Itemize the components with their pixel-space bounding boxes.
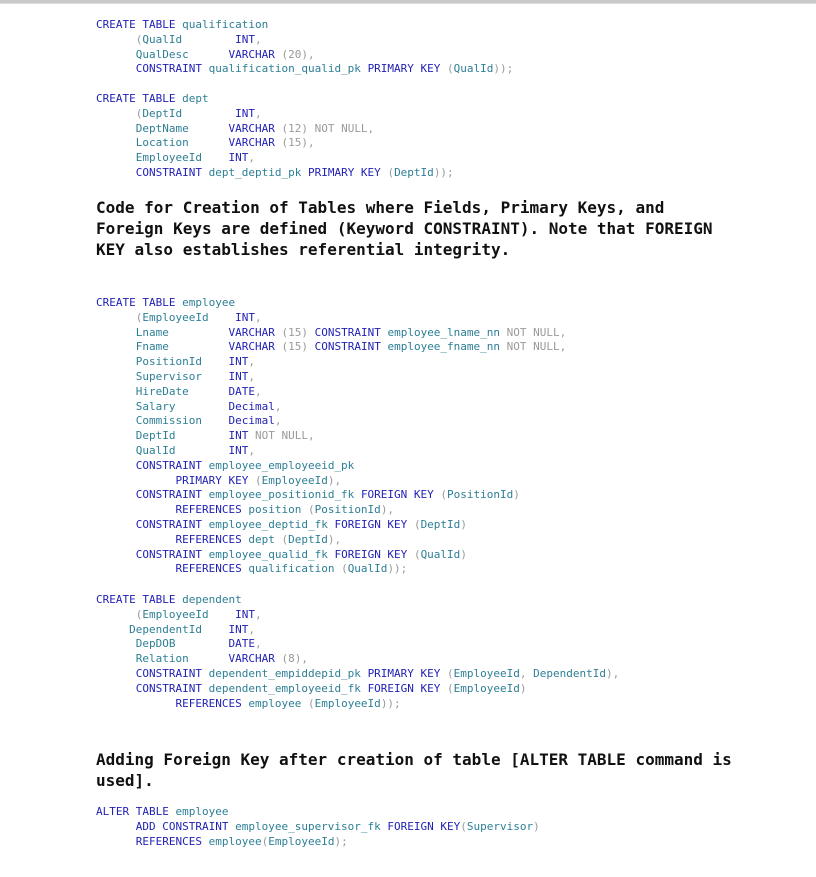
code-line <box>96 503 566 518</box>
code-token <box>96 151 136 164</box>
code-token: ( <box>447 666 454 680</box>
code-token <box>96 835 136 848</box>
code-token: DependentId <box>129 622 202 636</box>
code-token: employee_lname_nn <box>387 325 507 339</box>
code-token: ), <box>606 666 620 680</box>
code-line <box>96 820 540 835</box>
code-token <box>96 637 136 650</box>
code-token: FOREIGN KEY <box>367 681 448 695</box>
code-token: dept <box>248 532 282 546</box>
code-token: INT <box>228 355 249 369</box>
code-token: employee_fname_nn <box>387 340 507 354</box>
code-line <box>96 533 566 548</box>
code-token: FOREIGN KEY <box>387 819 461 833</box>
code-token <box>169 326 229 339</box>
code-line <box>96 518 566 533</box>
code-token: FOREIGN KEY <box>334 547 414 561</box>
code-token: ( <box>413 517 421 531</box>
code-token: VARCHAR <box>228 136 275 150</box>
code-token: CONSTRAINT <box>314 325 388 339</box>
code-line <box>96 459 566 474</box>
code-token <box>96 400 136 413</box>
code-token <box>96 340 136 353</box>
code-token <box>189 122 229 135</box>
code-token: employee <box>208 834 262 848</box>
code-token: INT <box>228 443 249 457</box>
code-line <box>96 326 566 341</box>
code-line <box>96 697 619 712</box>
code-token: INT <box>235 607 255 621</box>
code-token: , <box>519 666 534 680</box>
code-line <box>96 474 566 489</box>
code-token: EmployeeId <box>268 834 335 848</box>
code-token: (15) <box>274 340 315 354</box>
code-token: NOT NULL, <box>506 340 567 354</box>
code-token: INT <box>228 369 249 383</box>
code-token: DATE <box>228 384 255 398</box>
code-token <box>96 385 136 398</box>
code-token: , <box>248 355 255 369</box>
create-dependent-code <box>96 593 619 711</box>
code-token <box>96 682 136 695</box>
code-token: (15), <box>274 136 315 150</box>
code-token: ); <box>334 834 348 848</box>
code-token: CONSTRAINT <box>135 547 209 561</box>
code-token: VARCHAR <box>228 121 275 135</box>
code-token: (12) NOT NULL, <box>274 121 375 135</box>
code-token: Supervisor <box>466 819 534 833</box>
code-token: ), <box>327 473 342 487</box>
code-token: ( <box>307 503 315 517</box>
code-token <box>202 355 229 368</box>
code-token: PRIMARY KEY <box>367 666 448 680</box>
code-token: PositionId <box>314 503 381 517</box>
code-token: EmployeeId <box>142 310 209 324</box>
code-token: PRIMARY KEY <box>367 62 448 76</box>
code-token: employee_deptid_fk <box>208 517 335 531</box>
code-token: CREATE TABLE <box>96 92 183 105</box>
code-token: QualId <box>347 562 388 576</box>
create-employee-code <box>96 296 566 577</box>
code-token: dependent_empiddepid_pk <box>208 666 368 680</box>
code-line <box>96 652 619 667</box>
code-token: ), <box>380 503 395 517</box>
code-token: PRIMARY KEY <box>175 473 255 487</box>
code-token <box>209 311 236 324</box>
code-token: VARCHAR <box>228 325 275 339</box>
code-token: ) <box>460 547 467 561</box>
code-line <box>96 623 619 638</box>
code-token <box>176 429 229 442</box>
code-token: EmployeeId <box>261 473 328 487</box>
code-token: )); <box>380 696 401 710</box>
code-token: DeptId <box>420 517 461 531</box>
code-token: Decimal <box>228 414 275 428</box>
code-token: INT <box>235 106 255 120</box>
code-token: QualId <box>420 547 461 561</box>
code-token: , <box>254 384 262 398</box>
code-token: Commission <box>135 414 202 428</box>
alter-employee-code <box>96 805 540 849</box>
code-token: ( <box>96 106 143 120</box>
code-token <box>96 62 136 75</box>
code-token: employee_qualid_fk <box>208 547 335 561</box>
code-token: employee_supervisor_fk <box>235 819 388 833</box>
code-token: DeptId <box>394 165 434 179</box>
code-token: QualId <box>135 443 176 457</box>
code-line <box>96 122 454 137</box>
code-token: ( <box>254 473 262 487</box>
code-token: Relation <box>135 652 189 666</box>
code-line <box>96 136 454 151</box>
code-token: ADD CONSTRAINT <box>135 819 236 833</box>
code-token: ( <box>96 32 143 46</box>
code-token: VARCHAR <box>228 47 275 61</box>
code-token <box>96 355 136 368</box>
code-token: ( <box>96 607 143 621</box>
code-token: PositionId <box>135 355 202 369</box>
code-token: ( <box>341 562 348 576</box>
code-token: ALTER TABLE <box>96 805 176 818</box>
code-token: EmployeeId <box>142 607 209 621</box>
code-token: DeptName <box>135 121 189 135</box>
code-token <box>96 414 136 427</box>
code-token: REFERENCES <box>135 834 209 848</box>
code-token: (8), <box>274 652 308 666</box>
code-token <box>202 151 229 164</box>
code-line <box>96 429 566 444</box>
code-line <box>96 107 454 122</box>
code-token: employee <box>182 296 236 309</box>
code-token: ( <box>447 62 454 76</box>
code-token: , <box>248 369 255 383</box>
code-token <box>202 623 229 636</box>
code-token: INT <box>235 310 255 324</box>
code-token <box>96 122 136 135</box>
code-token: CONSTRAINT <box>135 62 209 76</box>
code-token <box>96 459 136 472</box>
code-token <box>189 136 229 149</box>
code-token: Location <box>135 136 189 150</box>
code-token: CONSTRAINT <box>135 517 209 531</box>
code-token: DepDOB <box>135 637 176 651</box>
code-token: , <box>248 622 255 636</box>
code-line <box>96 18 513 33</box>
code-token <box>96 474 175 487</box>
code-token <box>202 370 229 383</box>
code-line <box>96 488 566 503</box>
code-token: , <box>274 414 282 428</box>
code-line <box>96 548 566 563</box>
code-token <box>96 697 175 710</box>
code-token: CONSTRAINT <box>135 165 209 179</box>
code-token: , <box>274 399 282 413</box>
code-token: EmployeeId <box>314 696 381 710</box>
code-line <box>96 385 566 400</box>
code-token: ( <box>460 819 467 833</box>
code-token: HireDate <box>135 384 189 398</box>
code-token: DATE <box>228 637 255 651</box>
code-token <box>96 488 136 501</box>
code-line <box>96 805 540 820</box>
code-token <box>189 652 229 665</box>
code-token <box>189 48 229 61</box>
code-token: ( <box>96 310 143 324</box>
code-line <box>96 166 454 181</box>
code-token: , <box>254 32 262 46</box>
code-token: Fname <box>135 340 169 354</box>
code-token: EmployeeId <box>135 151 202 165</box>
code-token: CONSTRAINT <box>135 488 209 502</box>
code-token: employee_positionid_fk <box>208 488 361 502</box>
code-token <box>202 414 229 427</box>
code-token <box>169 340 229 353</box>
code-token: qualification <box>248 562 342 576</box>
code-line <box>96 414 566 429</box>
code-token: INT <box>228 151 249 165</box>
code-token <box>209 608 236 621</box>
code-token <box>96 518 136 531</box>
code-token <box>96 429 136 442</box>
code-token: PositionId <box>447 488 514 502</box>
code-token: NOT NULL, <box>248 429 315 443</box>
code-token <box>96 667 136 680</box>
code-token: dependent_employeeid_fk <box>208 681 368 695</box>
code-token <box>176 444 229 457</box>
code-token: FOREIGN KEY <box>360 488 441 502</box>
create-dept-code <box>96 92 454 181</box>
code-line <box>96 296 566 311</box>
code-token: DeptId <box>288 532 328 546</box>
code-token: REFERENCES <box>175 696 249 710</box>
code-token: employee_employeeid_pk <box>208 458 355 472</box>
code-token: , <box>248 443 255 457</box>
page-top-border <box>0 0 816 4</box>
code-token <box>96 562 175 575</box>
code-token: FOREIGN KEY <box>334 517 414 531</box>
code-token: DeptId <box>135 429 176 443</box>
code-token: employee <box>248 696 308 710</box>
code-token: CONSTRAINT <box>135 458 209 472</box>
code-token: )); <box>493 62 514 76</box>
code-token: ) <box>533 819 540 833</box>
code-line <box>96 48 513 63</box>
code-token: EmployeeId <box>453 681 520 695</box>
code-token: REFERENCES <box>175 503 249 517</box>
code-line <box>96 400 566 415</box>
code-token <box>182 33 235 46</box>
code-token <box>176 400 229 413</box>
code-line <box>96 608 619 623</box>
code-line <box>96 682 619 697</box>
code-token: CREATE TABLE <box>96 18 183 31</box>
code-token: ( <box>281 532 289 546</box>
code-token <box>96 533 175 546</box>
code-token: REFERENCES <box>175 562 249 576</box>
code-token: CREATE TABLE <box>96 296 183 309</box>
code-token <box>182 107 235 120</box>
code-line <box>96 593 619 608</box>
code-token: ), <box>327 532 342 546</box>
code-token: )); <box>387 562 408 576</box>
code-token: NOT NULL, <box>506 325 567 339</box>
code-token: employee <box>175 805 229 818</box>
code-token: VARCHAR <box>228 340 275 354</box>
code-token: ( <box>447 681 454 695</box>
code-line <box>96 667 619 682</box>
code-line <box>96 62 513 77</box>
code-line <box>96 340 566 355</box>
code-token: ( <box>261 834 269 848</box>
code-token <box>176 637 229 650</box>
code-token: )); <box>433 165 454 179</box>
code-token: dependent <box>182 593 242 606</box>
code-token: ) <box>513 488 520 502</box>
code-token <box>96 166 136 179</box>
code-line <box>96 151 454 166</box>
code-line <box>96 311 566 326</box>
code-token: Salary <box>135 399 176 413</box>
code-token <box>96 444 136 457</box>
code-line <box>96 444 566 459</box>
code-token: Supervisor <box>135 369 202 383</box>
code-token: ( <box>413 547 421 561</box>
code-line <box>96 355 566 370</box>
code-token: ( <box>440 488 448 502</box>
code-token: QualId <box>453 62 494 76</box>
code-line <box>96 370 566 385</box>
code-token <box>189 385 229 398</box>
code-token: ( <box>307 696 315 710</box>
code-token: QualDesc <box>135 47 189 61</box>
code-token: dept_deptid_pk <box>208 165 308 179</box>
code-line <box>96 637 619 652</box>
code-token <box>96 548 136 561</box>
code-token: INT <box>235 32 255 46</box>
code-token: INT <box>228 429 249 443</box>
code-token: PRIMARY KEY <box>307 165 388 179</box>
code-token: EmployeeId <box>453 666 520 680</box>
code-token: , <box>254 607 262 621</box>
code-token: INT <box>228 622 249 636</box>
code-token: CREATE TABLE <box>96 593 183 606</box>
code-token: position <box>248 503 308 517</box>
code-token: , <box>254 310 262 324</box>
code-token: qualification <box>182 18 269 31</box>
code-token: (20), <box>274 47 315 61</box>
code-token: , <box>248 151 255 165</box>
code-token <box>96 370 136 383</box>
code-token <box>96 503 175 516</box>
code-line <box>96 562 566 577</box>
code-token <box>96 136 136 149</box>
code-token: (15) <box>274 325 315 339</box>
code-token: , <box>254 106 262 120</box>
code-token <box>96 326 136 339</box>
code-token: ( <box>387 165 395 179</box>
code-token: CONSTRAINT <box>314 340 388 354</box>
code-token <box>96 652 136 665</box>
code-token <box>96 820 136 833</box>
code-token: dept <box>182 92 209 105</box>
code-line <box>96 835 540 850</box>
code-token: REFERENCES <box>175 532 249 546</box>
code-token: CONSTRAINT <box>135 666 209 680</box>
code-token: DeptId <box>142 106 183 120</box>
code-line <box>96 33 513 48</box>
code-token: ) <box>460 517 467 531</box>
code-token <box>96 623 129 636</box>
code-token: DependentId <box>533 666 607 680</box>
code-token <box>96 48 136 61</box>
code-token: Decimal <box>228 399 275 413</box>
foreign-keys-heading: Code for Creation of Tables where Fields, Primary Keys, and Foreign Keys are defined (Keyword CONSTRAINT). Note that FOREIGN KEY also establishes referential integrity. <box>96 198 713 259</box>
alter-table-heading: Adding Foreign Key after creation of table [ALTER TABLE command is used]. <box>96 750 732 790</box>
code-line <box>96 92 454 107</box>
code-token: ) <box>519 681 527 695</box>
code-token: Lname <box>135 325 169 339</box>
code-token: qualification_qualid_pk <box>208 62 368 76</box>
create-qualification-code <box>96 18 513 77</box>
code-token: CONSTRAINT <box>135 681 209 695</box>
code-token: QualId <box>142 32 183 46</box>
code-token: VARCHAR <box>228 652 275 666</box>
code-token: , <box>254 637 262 651</box>
